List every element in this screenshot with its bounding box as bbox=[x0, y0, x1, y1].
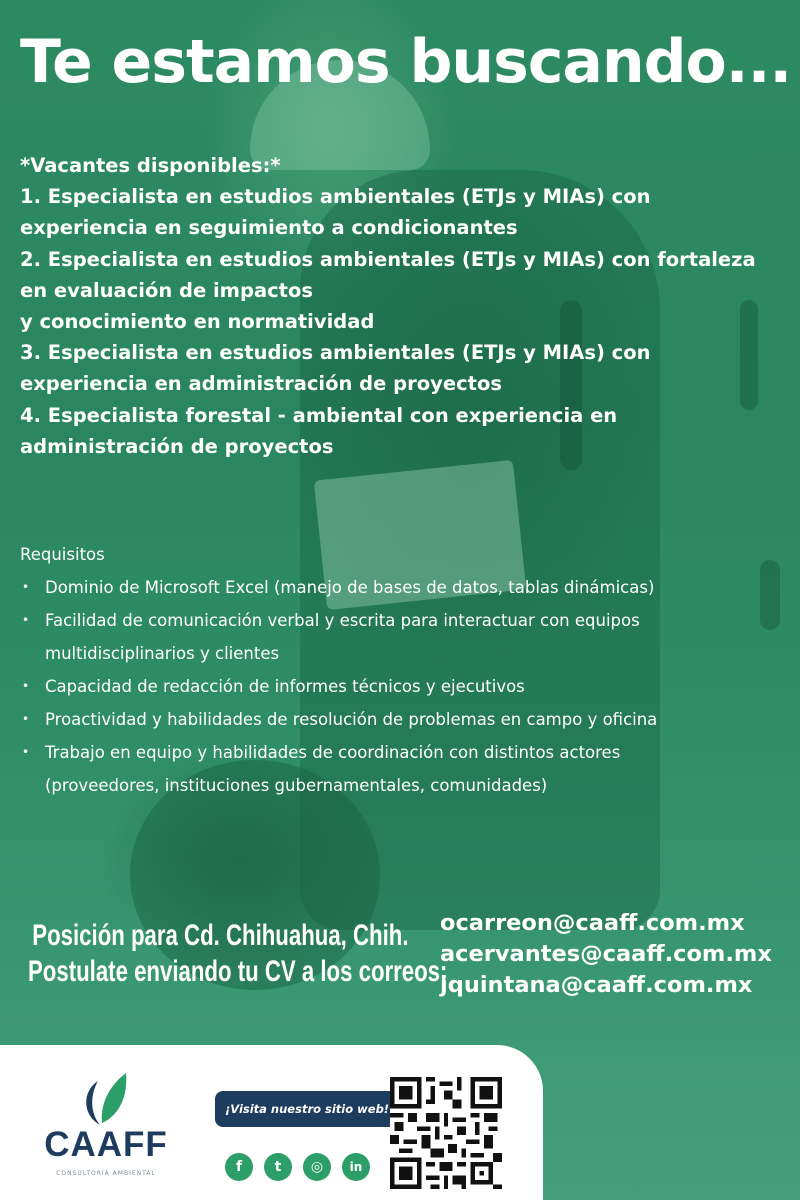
vacancy-line: 2. Especialista en estudios ambientales (ETJs y MIAs) con fortaleza bbox=[20, 247, 756, 271]
vacancy-line: experiencia en seguimiento a condicionantes bbox=[20, 216, 518, 240]
requirement-item-continued: multidisciplinarios y clientes bbox=[45, 644, 280, 663]
requirement-item: • Proactividad y habilidades de resolución de problemas en campo y oficina bbox=[20, 703, 790, 736]
vacancy-line: 3. Especialista en estudios ambientales (ETJs y MIAs) con bbox=[20, 341, 651, 365]
caaff-logo bbox=[40, 1073, 172, 1193]
logo-subtitle: CONSULTORÍA AMBIENTAL bbox=[56, 1170, 156, 1177]
vacancy-line: administración de proyectos bbox=[20, 434, 334, 458]
vacancy-line: 4. Especialista forestal - ambiental con experiencia en bbox=[20, 403, 618, 427]
requirements-section bbox=[20, 538, 790, 802]
facebook-icon[interactable]: f bbox=[225, 1153, 253, 1181]
vacancy-line: experiencia en administración de proyectos bbox=[20, 372, 502, 396]
requirement-item: • Facilidad de comunicación verbal y escrita para interactuar con equipos bbox=[20, 604, 790, 637]
website-button[interactable]: ¡Visita nuestro sitio web! bbox=[215, 1091, 399, 1127]
footer-panel bbox=[0, 1045, 543, 1200]
email-list bbox=[440, 908, 772, 1001]
linkedin-icon[interactable]: in bbox=[342, 1153, 370, 1181]
website-qr-code[interactable] bbox=[390, 1077, 502, 1189]
logo-wordmark: CAAFF bbox=[44, 1125, 168, 1164]
email-link[interactable]: jquintana@caaff.com.mx bbox=[440, 972, 753, 998]
requirements-heading: Requisitos bbox=[20, 545, 105, 564]
email-link[interactable]: ocarreon@caaff.com.mx bbox=[440, 910, 745, 936]
vacancies-heading: *Vacantes disponibles:* bbox=[20, 154, 281, 177]
cta-instruction: Postulate enviando tu CV a los correos: bbox=[28, 955, 448, 988]
vacancy-line: 1. Especialista en estudios ambientales (ETJs y MIAs) con bbox=[20, 185, 651, 209]
twitter-icon[interactable]: t bbox=[264, 1153, 292, 1181]
vacancies-section bbox=[20, 150, 780, 462]
vacancy-line: y conocimiento en normatividad bbox=[20, 310, 375, 334]
requirement-item-continued: (proveedores, instituciones gubernamentales, comunidades) bbox=[45, 776, 548, 795]
page-title: Te estamos buscando... bbox=[20, 27, 792, 97]
instagram-icon[interactable]: ◎ bbox=[303, 1153, 331, 1181]
vacancy-line: en evaluación de impactos bbox=[20, 278, 314, 302]
leaf-logo-icon bbox=[76, 1073, 136, 1127]
call-to-action bbox=[28, 918, 448, 990]
requirement-item: • Trabajo en equipo y habilidades de coordinación con distintos actores bbox=[20, 736, 790, 769]
requirement-item: • Capacidad de redacción de informes técnicos y ejecutivos bbox=[20, 670, 790, 703]
requirement-item: • Dominio de Microsoft Excel (manejo de bases de datos, tablas dinámicas) bbox=[20, 571, 790, 604]
email-link[interactable]: acervantes@caaff.com.mx bbox=[440, 941, 772, 967]
requirements-list bbox=[20, 571, 790, 802]
cta-location: Posición para Cd. Chihuahua, Chih. bbox=[32, 919, 409, 952]
